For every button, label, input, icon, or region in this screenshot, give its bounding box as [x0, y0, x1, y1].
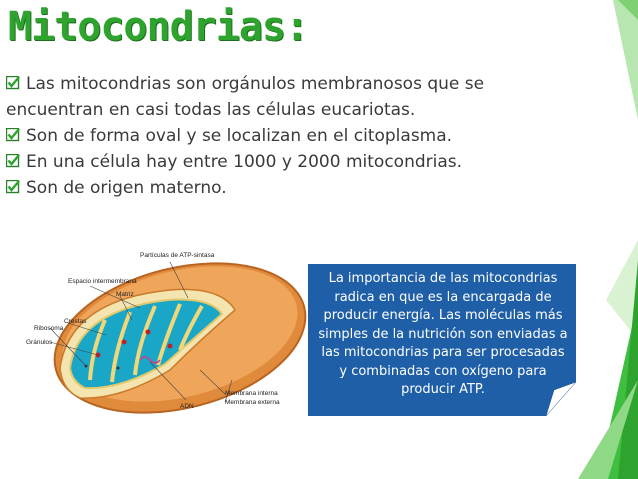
bullet-list	[6, 71, 586, 201]
label-ribosoma: Ribosoma	[34, 325, 64, 332]
bullet-text: Las mitocondrias son orgánulos membranosos que se encuentran en casi todas las células eucariotas.	[6, 74, 485, 120]
bullet-item	[6, 175, 586, 201]
checkbox-icon	[6, 180, 20, 194]
label-crestas: Crestas	[64, 318, 87, 325]
callout-box	[308, 264, 576, 416]
bullet-text: En una célula hay entre 1000 y 2000 mitocondrias.	[26, 152, 463, 172]
label-matriz: Matriz	[116, 291, 134, 298]
checkbox-icon	[6, 154, 20, 168]
bullet-item	[6, 149, 586, 175]
label-espacio: Espacio intermembrana	[68, 278, 137, 285]
label-atp: Partículas de ATP-sintasa	[140, 252, 215, 259]
bullet-item	[6, 123, 586, 149]
label-membrana-interna: Membrana interna	[225, 390, 278, 397]
checkbox-icon	[6, 76, 20, 90]
callout-text: La importancia de las mitocondrias radica en que es la encargada de producir energía. Las moléculas más simples de la nutrición son enviadas a las mitocondrias para ser procesadas y combinadas con oxígeno para producir ATP.	[318, 271, 568, 397]
checkbox-icon	[6, 128, 20, 142]
bullet-item	[6, 71, 586, 123]
label-membrana-externa: Membrana externa	[225, 399, 280, 406]
decorative-shapes	[578, 0, 638, 479]
slide-title: Mitocondrias:	[8, 4, 309, 50]
label-adn: ADN	[180, 403, 194, 410]
mitochondria-diagram	[20, 250, 320, 420]
bullet-text: Son de forma oval y se localizan en el citoplasma.	[26, 126, 453, 146]
label-granulos: Gránulos	[26, 339, 53, 346]
bullet-text: Son de origen materno.	[26, 178, 227, 198]
